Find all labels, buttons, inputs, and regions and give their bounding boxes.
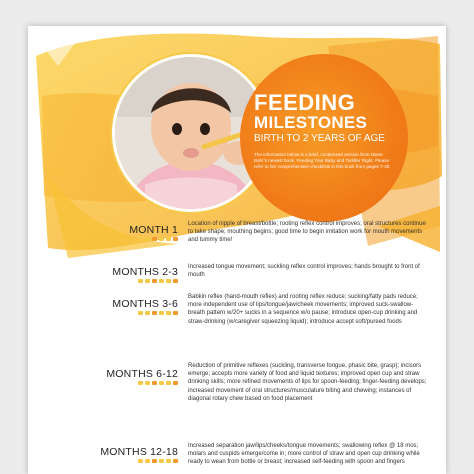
label-dash-bar <box>98 279 178 283</box>
milestone-text: Increased tongue movement; suckling reflex control improves; hands brought to front of mouth <box>188 264 420 279</box>
label-dash-bar <box>98 381 178 385</box>
milestone-text: Reduction of primitive reflexes (suckling, transverse tongue, phasic bite, grasp); incisors emerge; accepts more variety of food and liquid textures; improved open cup and straw drinking skills; more refined movements of lips for spoon-feeding; finger-feeding develops; increased movement of oral structures/musculature biting and chewing; instances of diagonal rotary chew based on food placement <box>188 363 427 402</box>
milestone-text: Babkin reflex (hand-mouth reflex) and rooting reflex reduce; sucking/fatty pads reduce; more independent use of lips/tongue/jaw/cheek movements; improved suck-swallow-breath pattern w/20+ sucks in a sequence w/o pause; introduce open-cup drinking and straw-drinking (w/caregiver squeezing liquid); introduce accept soft/pureed foods <box>188 294 418 325</box>
milestone-label: MONTHS 3-6 <box>112 298 178 310</box>
label-dash-bar <box>98 237 178 241</box>
handout-page <box>28 26 446 474</box>
label-dash-bar <box>98 311 178 315</box>
title-line-2: MILESTONES <box>254 113 368 132</box>
label-dash-bar <box>98 459 178 463</box>
milestone-text: Increased separation jaw/lips/cheeks/tongue movements; swallowing reflex @ 18 mos; molars and cuspids emerge/come in; more control of straw and open cup drinking while ready to wean from bottle or breast; increased self-feeding with spoon and fingers <box>188 443 420 466</box>
milestone-text: Location of nipple of breast/bottle; rooting reflex control improves; oral structures continue to take shape; mouthing begins; good time to begin imitation work for mouth movements and tummy time! <box>188 221 426 244</box>
title-line-1: FEEDING <box>254 90 356 115</box>
subtitle: BIRTH TO 2 YEARS OF AGE <box>254 133 385 144</box>
milestone-label: MONTH 1 <box>129 224 178 236</box>
title-block <box>254 92 414 170</box>
intro-blurb: The information below is a brief, condensed version from Diane Bahr's newest book, Feeding Your Baby and Toddler Right. Please refer to her comprehensive checklists in this book from pages 7-30. <box>254 152 391 169</box>
milestone-label: MONTHS 2-3 <box>112 266 178 278</box>
milestone-label: MONTHS 12-18 <box>100 446 178 458</box>
milestone-label: MONTHS 6-12 <box>106 368 178 380</box>
